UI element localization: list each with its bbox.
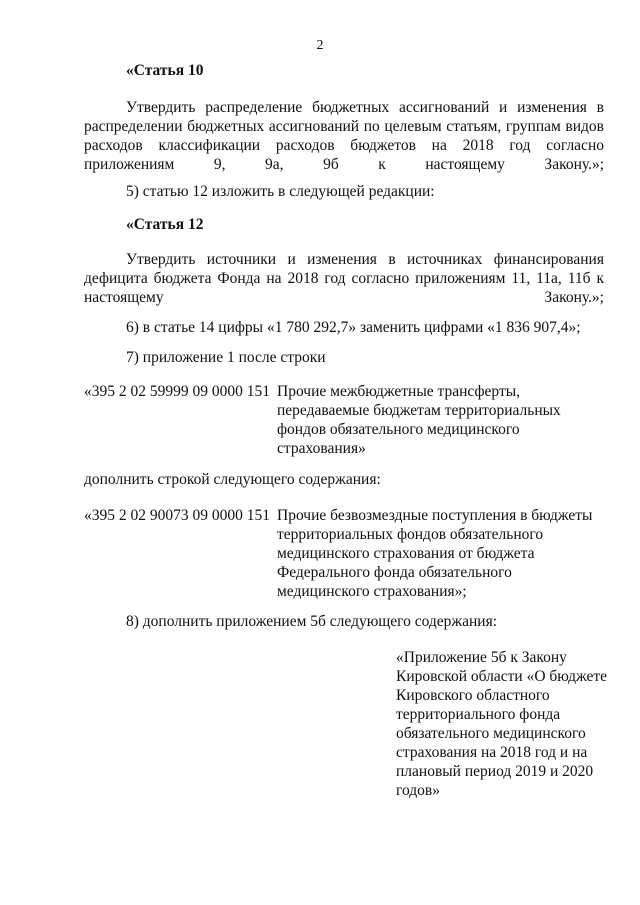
row-2-text: Прочие безвозмездные поступления в бюджеты территориальных фондов обязательного медицинского страхования от бюджета Федерального фонда обязательного медицинского страхования»; [277,507,593,600]
item-6: 6) в статье 14 цифры «1 780 292,7» заменить цифрами «1 836 907,4»; [126,319,581,336]
row-1-code: «395 2 02 59999 09 0000 151 [84,383,270,400]
item-7: 7) приложение 1 после строки [126,349,326,366]
article-12-text: Утвердить источники и изменения в источниках финансирования дефицита бюджета Фонда на 2018 год согласно приложениям 11, 11а, 11б к настоящему Закону.»; [84,251,604,306]
item-5: 5) статью 12 изложить в следующей редакции: [126,183,435,200]
item-8: 8) дополнить приложением 5б следующего содержания: [126,613,498,630]
row-2-code: «395 2 02 90073 09 0000 151 [84,507,270,524]
page-number: 2 [316,38,324,53]
article-10-text: Утвердить распределение бюджетных ассигнований и изменения в распределении бюджетных ассигнований по целевым статьям, группам видов расходов классификации расходов бюджетов на 2018 год согласно приложениям 9, 9а, 9б к настоящему Закону.»; [84,99,604,173]
article-12-heading: «Статья 12 [126,216,204,233]
article-10-heading: «Статья 10 [126,62,204,79]
row-1-text: Прочие межбюджетные трансферты, передаваемые бюджетам территориальных фондов обязательного медицинского страхования» [277,383,561,457]
appendix-block: «Приложение 5б к Закону Кировской области «О бюджете Кировского областного территориального фонда обязательного медицинского страхования на 2018 год и на плановый период 2019 и 2020 годов» [396,649,608,799]
supplement-line: дополнить строкой следующего содержания: [84,471,381,488]
